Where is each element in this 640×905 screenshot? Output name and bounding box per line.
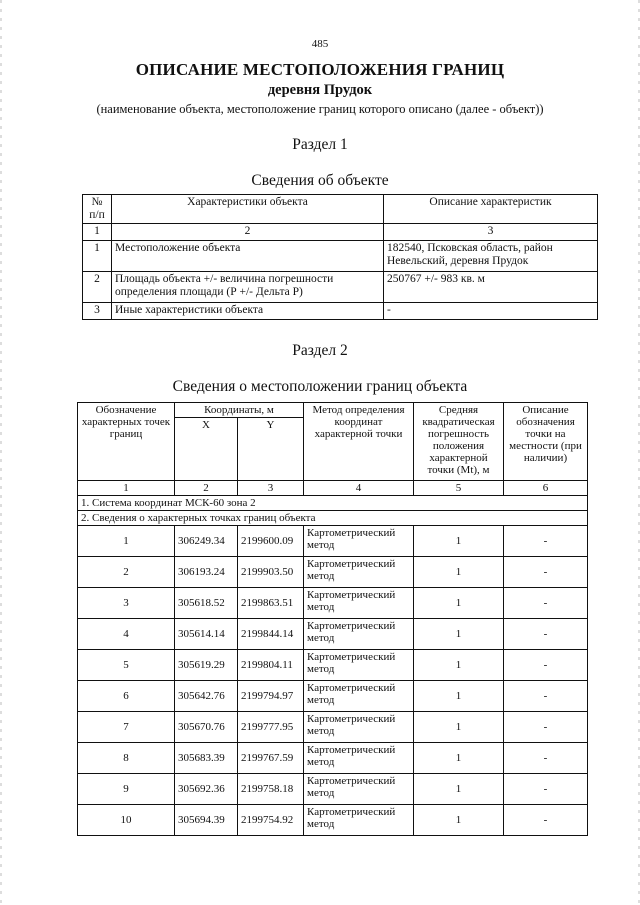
point-desc: - <box>504 526 588 557</box>
numbering-cell: 4 <box>304 481 414 496</box>
table-header-row <box>78 403 588 418</box>
point-y: 2199758.18 <box>238 774 304 805</box>
point-number: 8 <box>78 743 175 774</box>
row-name: Иные характеристики объекта <box>112 303 384 320</box>
table-row <box>78 805 588 836</box>
point-x: 305683.39 <box>175 743 238 774</box>
point-y: 2199754.92 <box>238 805 304 836</box>
table-row <box>78 526 588 557</box>
numbering-cell: 3 <box>238 481 304 496</box>
section1-label: Раздел 1 <box>292 136 348 153</box>
row-value: 182540, Псковская область, район Невельский, деревня Прудок <box>384 241 598 272</box>
header-point: Обозначение характерных точек границ <box>78 403 175 481</box>
point-y: 2199600.09 <box>238 526 304 557</box>
boundary-points-table <box>77 402 588 836</box>
point-desc: - <box>504 712 588 743</box>
point-x: 305614.14 <box>175 619 238 650</box>
point-x: 306193.24 <box>175 557 238 588</box>
point-number: 5 <box>78 650 175 681</box>
point-mt: 1 <box>414 650 504 681</box>
header-coords: Координаты, м <box>175 403 304 418</box>
point-number: 10 <box>78 805 175 836</box>
point-y: 2199903.50 <box>238 557 304 588</box>
point-y: 2199844.14 <box>238 619 304 650</box>
point-number: 6 <box>78 681 175 712</box>
numbering-cell: 1 <box>83 224 112 241</box>
numbering-cell: 2 <box>112 224 384 241</box>
point-number: 4 <box>78 619 175 650</box>
numbering-cell: 5 <box>414 481 504 496</box>
point-method: Картометрический метод <box>304 805 414 836</box>
row-value: 250767 +/- 983 кв. м <box>384 272 598 303</box>
header-cell: № п/п <box>83 195 112 224</box>
point-y: 2199777.95 <box>238 712 304 743</box>
point-method: Картометрический метод <box>304 774 414 805</box>
point-mt: 1 <box>414 619 504 650</box>
point-x: 306249.34 <box>175 526 238 557</box>
point-method: Картометрический метод <box>304 526 414 557</box>
points-caption-row <box>78 511 588 526</box>
header-cell: Описание характеристик <box>384 195 598 224</box>
numbering-cell: 6 <box>504 481 588 496</box>
point-y: 2199863.51 <box>238 588 304 619</box>
page-number: 485 <box>311 38 329 50</box>
row-name: Местоположение объекта <box>112 241 384 272</box>
numbering-cell: 1 <box>78 481 175 496</box>
point-desc: - <box>504 588 588 619</box>
point-x: 305618.52 <box>175 588 238 619</box>
point-desc: - <box>504 650 588 681</box>
point-x: 305670.76 <box>175 712 238 743</box>
point-number: 7 <box>78 712 175 743</box>
header-desc: Описание обозначения точки на местности (при наличии) <box>504 403 588 481</box>
section1-heading: Сведения об объекте <box>251 172 389 189</box>
point-desc: - <box>504 805 588 836</box>
point-mt: 1 <box>414 557 504 588</box>
numbering-row <box>78 481 588 496</box>
section2-heading: Сведения о местоположении границ объекта <box>172 378 468 395</box>
point-number: 2 <box>78 557 175 588</box>
numbering-row <box>83 224 598 241</box>
point-method: Картометрический метод <box>304 588 414 619</box>
header-x: X <box>175 418 238 481</box>
table-row <box>78 588 588 619</box>
row-number: 2 <box>83 272 112 303</box>
point-y: 2199767.59 <box>238 743 304 774</box>
table-header-row <box>83 195 598 224</box>
point-number: 9 <box>78 774 175 805</box>
point-desc: - <box>504 557 588 588</box>
point-mt: 1 <box>414 588 504 619</box>
point-method: Картометрический метод <box>304 681 414 712</box>
point-x: 305694.39 <box>175 805 238 836</box>
table-row <box>78 557 588 588</box>
point-mt: 1 <box>414 681 504 712</box>
document-note: (наименование объекта, местоположение границ которого описано (далее - объект)) <box>96 102 544 116</box>
point-x: 305619.29 <box>175 650 238 681</box>
table-row <box>78 774 588 805</box>
row-value: - <box>384 303 598 320</box>
point-mt: 1 <box>414 743 504 774</box>
point-method: Картометрический метод <box>304 712 414 743</box>
point-y: 2199794.97 <box>238 681 304 712</box>
point-method: Картометрический метод <box>304 650 414 681</box>
points-caption: 2. Сведения о характерных точках границ объекта <box>78 511 588 526</box>
coordinate-system-row <box>78 496 588 511</box>
coordinate-system: 1. Система координат МСК-60 зона 2 <box>78 496 588 511</box>
header-method: Метод определения координат характерной точки <box>304 403 414 481</box>
point-method: Картометрический метод <box>304 619 414 650</box>
point-y: 2199804.11 <box>238 650 304 681</box>
document-title: ОПИСАНИЕ МЕСТОПОЛОЖЕНИЯ ГРАНИЦ <box>135 60 505 79</box>
point-mt: 1 <box>414 526 504 557</box>
section2-label: Раздел 2 <box>292 342 348 359</box>
table-row <box>78 712 588 743</box>
row-number: 3 <box>83 303 112 320</box>
numbering-cell: 2 <box>175 481 238 496</box>
table-row <box>83 241 598 272</box>
point-method: Картометрический метод <box>304 557 414 588</box>
object-info-table <box>82 194 598 320</box>
header-cell: Характеристики объекта <box>112 195 384 224</box>
point-x: 305692.36 <box>175 774 238 805</box>
point-number: 1 <box>78 526 175 557</box>
point-mt: 1 <box>414 805 504 836</box>
numbering-cell: 3 <box>384 224 598 241</box>
table-row <box>83 303 598 320</box>
point-method: Картометрический метод <box>304 743 414 774</box>
table-row <box>78 743 588 774</box>
point-mt: 1 <box>414 712 504 743</box>
point-desc: - <box>504 681 588 712</box>
point-desc: - <box>504 619 588 650</box>
point-mt: 1 <box>414 774 504 805</box>
point-desc: - <box>504 743 588 774</box>
header-y: Y <box>238 418 304 481</box>
row-number: 1 <box>83 241 112 272</box>
row-name: Площадь объекта +/- величина погрешности определения площади (Р +/- Дельта Р) <box>112 272 384 303</box>
header-mt: Средняя квадратическая погрешность положения характерной точки (Mt), м <box>414 403 504 481</box>
table-row <box>78 650 588 681</box>
point-number: 3 <box>78 588 175 619</box>
point-desc: - <box>504 774 588 805</box>
table-row <box>83 272 598 303</box>
point-x: 305642.76 <box>175 681 238 712</box>
table-row <box>78 681 588 712</box>
document-subtitle: деревня Прудок <box>267 82 373 98</box>
table-row <box>78 619 588 650</box>
